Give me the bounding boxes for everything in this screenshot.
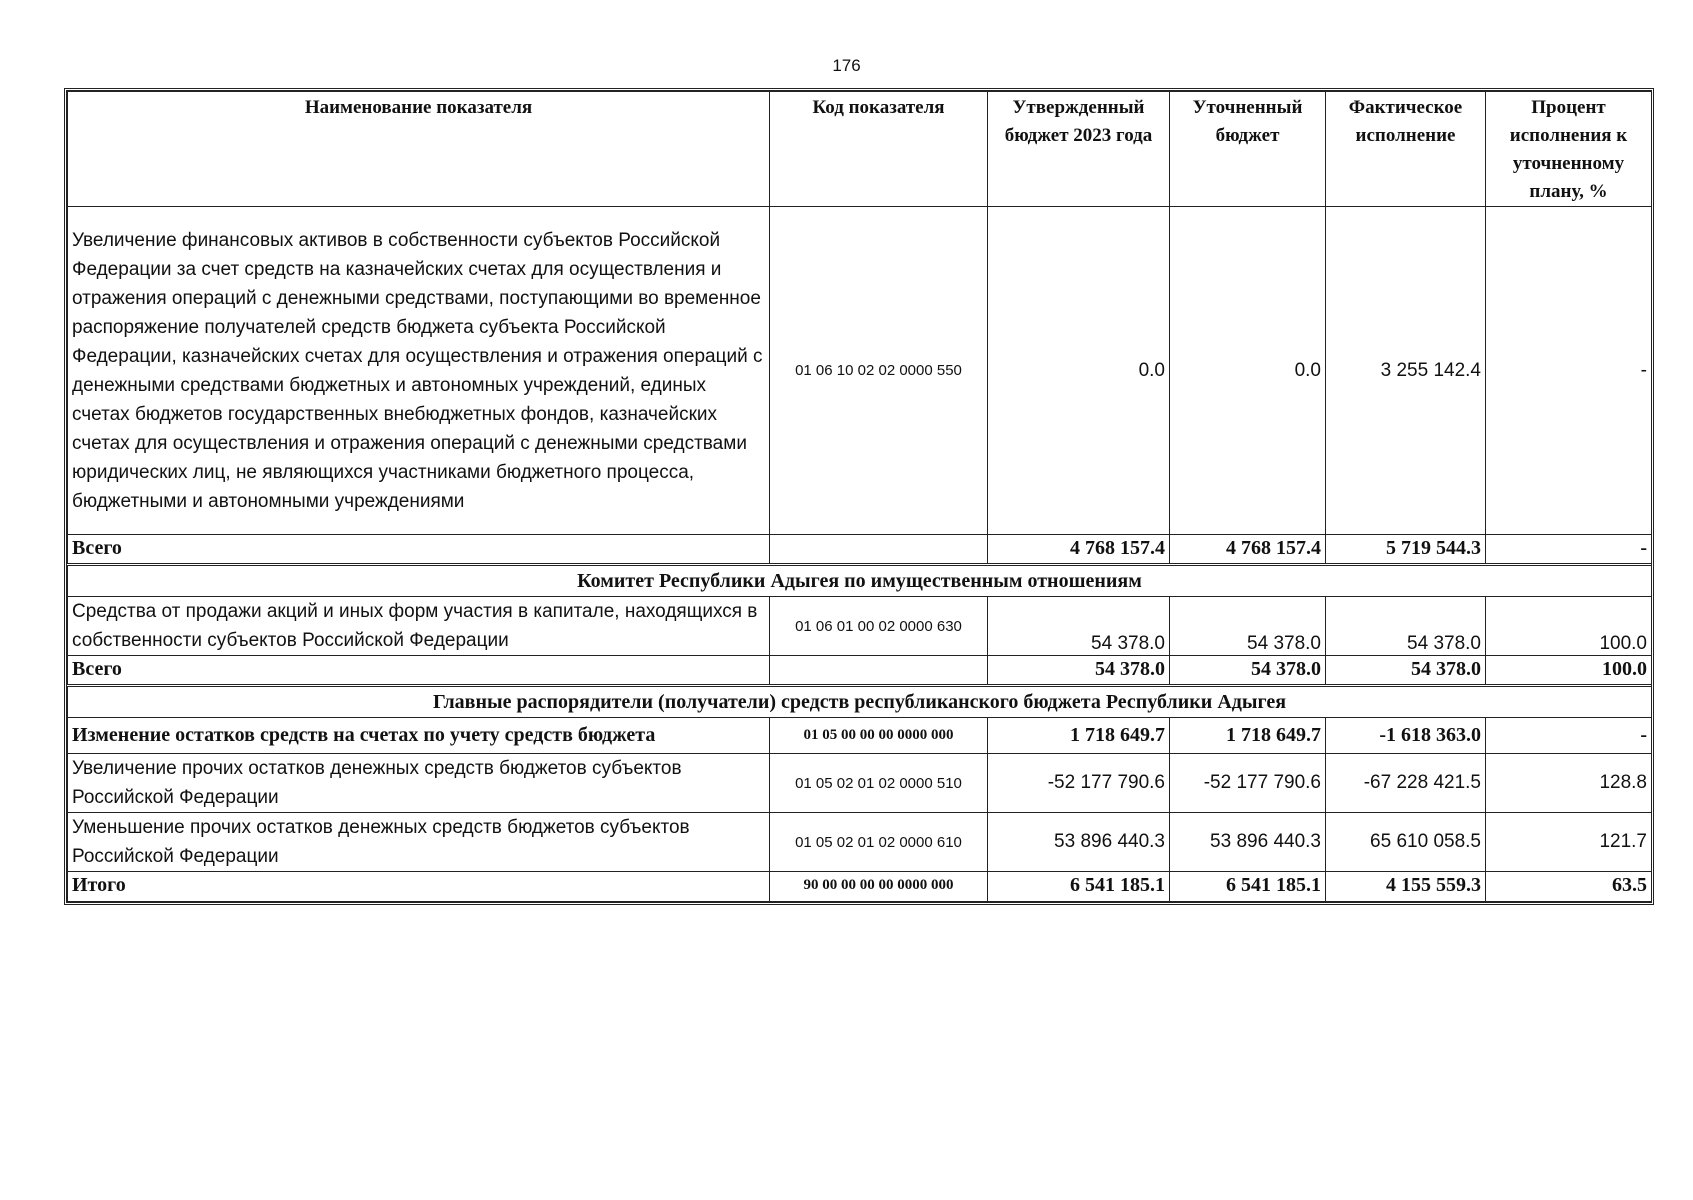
header-name: Наименование показателя bbox=[68, 92, 770, 207]
budget-table-frame bbox=[64, 88, 1654, 905]
header-percent: Процент исполнения к уточненному плану, % bbox=[1486, 92, 1652, 207]
row-approved: 54 378.0 bbox=[988, 597, 1170, 656]
grand-total-actual: 4 155 559.3 bbox=[1326, 872, 1486, 902]
row-refined: 1 718 649.7 bbox=[1170, 718, 1326, 754]
row-approved: 53 896 440.3 bbox=[988, 813, 1170, 872]
row-approved: 1 718 649.7 bbox=[988, 718, 1170, 754]
total-code bbox=[770, 535, 988, 565]
page-number: 176 bbox=[832, 56, 861, 75]
row-percent: - bbox=[1486, 207, 1652, 535]
row-code: 01 05 00 00 00 0000 000 bbox=[770, 718, 988, 754]
grand-total-code: 90 00 00 00 00 0000 000 bbox=[770, 872, 988, 902]
grand-total-approved: 6 541 185.1 bbox=[988, 872, 1170, 902]
table-row bbox=[68, 718, 1652, 754]
row-name: Средства от продажи акций и иных форм участия в капитале, находящихся в собственности субъектов Российской Федерации bbox=[68, 597, 770, 656]
row-name: Изменение остатков средств на счетах по учету средств бюджета bbox=[68, 718, 770, 754]
row-code: 01 05 02 01 02 0000 610 bbox=[770, 813, 988, 872]
row-percent: - bbox=[1486, 718, 1652, 754]
total-row bbox=[68, 535, 1652, 565]
row-refined: 0.0 bbox=[1170, 207, 1326, 535]
row-actual: 3 255 142.4 bbox=[1326, 207, 1486, 535]
row-refined: -52 177 790.6 bbox=[1170, 754, 1326, 813]
row-actual: -1 618 363.0 bbox=[1326, 718, 1486, 754]
table-row bbox=[68, 754, 1652, 813]
row-code: 01 06 10 02 02 0000 550 bbox=[770, 207, 988, 535]
header-refined: Уточненный бюджет bbox=[1170, 92, 1326, 207]
row-refined: 54 378.0 bbox=[1170, 597, 1326, 656]
total-percent: 100.0 bbox=[1486, 656, 1652, 686]
budget-table bbox=[67, 91, 1652, 902]
header-row bbox=[68, 92, 1652, 207]
row-name: Увеличение прочих остатков денежных средств бюджетов субъектов Российской Федерации bbox=[68, 754, 770, 813]
section-header-main bbox=[68, 686, 1652, 718]
total-refined: 4 768 157.4 bbox=[1170, 535, 1326, 565]
table-row bbox=[68, 813, 1652, 872]
grand-total-refined: 6 541 185.1 bbox=[1170, 872, 1326, 902]
header-approved: Утвержденный бюджет 2023 года bbox=[988, 92, 1170, 207]
grand-total-label: Итого bbox=[68, 872, 770, 902]
grand-total-percent: 63.5 bbox=[1486, 872, 1652, 902]
row-code: 01 05 02 01 02 0000 510 bbox=[770, 754, 988, 813]
total-percent: - bbox=[1486, 535, 1652, 565]
row-name: Уменьшение прочих остатков денежных средств бюджетов субъектов Российской Федерации bbox=[68, 813, 770, 872]
row-percent: 121.7 bbox=[1486, 813, 1652, 872]
table-row bbox=[68, 597, 1652, 656]
total-refined: 54 378.0 bbox=[1170, 656, 1326, 686]
total-approved: 4 768 157.4 bbox=[988, 535, 1170, 565]
total-actual: 5 719 544.3 bbox=[1326, 535, 1486, 565]
row-actual: 65 610 058.5 bbox=[1326, 813, 1486, 872]
section-title: Комитет Республики Адыгея по имущественным отношениям bbox=[68, 565, 1652, 597]
total-row bbox=[68, 656, 1652, 686]
header-actual: Фактическое исполнение bbox=[1326, 92, 1486, 207]
row-approved: 0.0 bbox=[988, 207, 1170, 535]
row-actual: -67 228 421.5 bbox=[1326, 754, 1486, 813]
total-actual: 54 378.0 bbox=[1326, 656, 1486, 686]
row-name: Увеличение финансовых активов в собственности субъектов Российской Федерации за счет средств на казначейских счетах для осуществления и отражения операций с денежными средствами, поступающими во временное распоряжение получателей средств бюджета субъекта Российской Федерации, казначейских счетах для осуществления и отражения операций с денежными средствами бюджетных и автономных учреждений, единых счетах бюджетов государственных внебюджетных фондов, казначейских счетах для осуществления и отражения операций с денежными средствами юридических лиц, не являющихся участниками бюджетного процесса, бюджетными и автономными учреждениями bbox=[68, 207, 770, 535]
row-actual: 54 378.0 bbox=[1326, 597, 1486, 656]
total-approved: 54 378.0 bbox=[988, 656, 1170, 686]
total-code bbox=[770, 656, 988, 686]
row-code: 01 06 01 00 02 0000 630 bbox=[770, 597, 988, 656]
header-code: Код показателя bbox=[770, 92, 988, 207]
total-label: Всего bbox=[68, 535, 770, 565]
row-approved: -52 177 790.6 bbox=[988, 754, 1170, 813]
row-percent: 128.8 bbox=[1486, 754, 1652, 813]
grand-total-row bbox=[68, 872, 1652, 902]
row-percent: 100.0 bbox=[1486, 597, 1652, 656]
section-header-property bbox=[68, 565, 1652, 597]
table-row bbox=[68, 207, 1652, 535]
total-label: Всего bbox=[68, 656, 770, 686]
section-title: Главные распорядители (получатели) средств республиканского бюджета Республики Адыгея bbox=[68, 686, 1652, 718]
row-refined: 53 896 440.3 bbox=[1170, 813, 1326, 872]
